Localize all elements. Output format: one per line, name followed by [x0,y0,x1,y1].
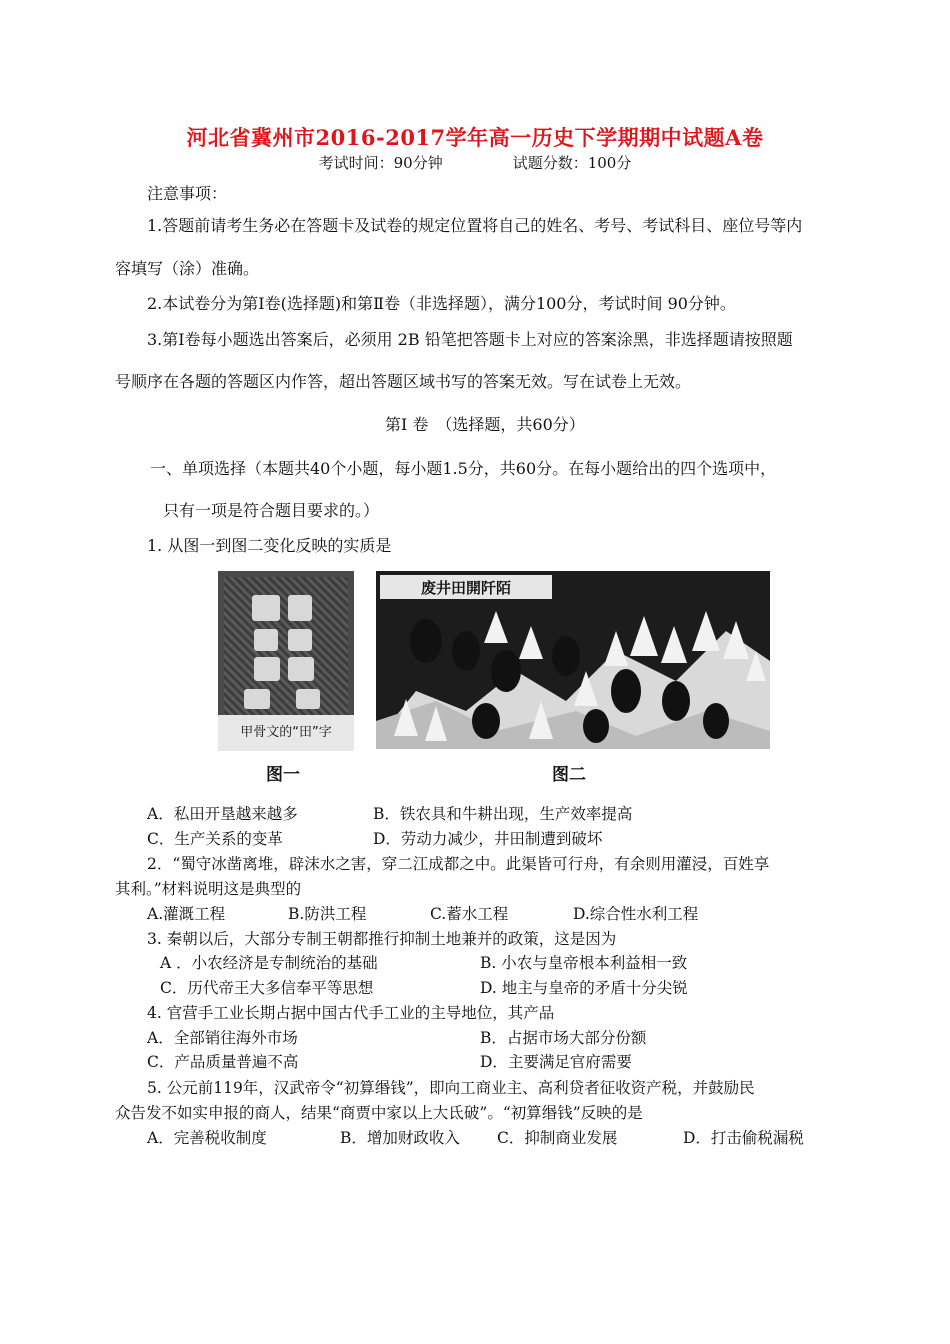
note-item-1-line-1: 1.答题前请考生务必在答题卡及试卷的规定位置将自己的姓名、考号、考试科目、座位号等内 [147,216,803,235]
page-title: 河北省冀州市2016-2017学年高一历史下学期期中试题A卷 [186,125,764,150]
question-4-option-b: B．占据市场大部分份额 [480,1029,647,1047]
question-3-option-d: D. 地主与皇帝的矛盾十分尖锐 [480,979,688,997]
figure-1-caption: 甲骨文的“田”字 [218,715,354,751]
exam-score: 试题分数：100分 [512,154,632,172]
question-2-option-a: A.灌溉工程 [147,905,226,923]
figure-1-label: 图一 [266,765,300,785]
question-5-option-d: D．打击偷税漏税 [683,1129,804,1147]
question-3-option-c: C．历代帝王大多信奉平等思想 [160,979,374,997]
question-1-option-a: A．私田开垦越来越多 [147,805,298,823]
question-2-option-d: D.综合性水利工程 [573,905,699,923]
question-2-stem-line-1: 2．“蜀守冰凿离堆，辟沫水之害，穿二江成都之中。此渠皆可行舟，有余则用灌浸，百姓享 [147,855,770,873]
question-1-option-d: D．劳动力减少，井田制遭到破坏 [373,830,603,848]
figure-2-label: 图二 [552,765,586,785]
figure-2-woodcut-image [376,571,770,749]
figure-2-banner: 废井田開阡陌 [420,579,512,597]
question-5-option-c: C．抑制商业发展 [497,1129,618,1147]
section-instructions-line-2: 只有一项是符合题目要求的。） [163,501,380,520]
question-1-stem: 1. 从图一到图二变化反映的实质是 [147,536,392,555]
question-4-option-c: C．产品质量普遍不高 [147,1053,299,1071]
figure-2-woodcut-illustration [376,571,770,749]
exam-info [0,152,950,173]
note-item-3-line-1: 3.第Ⅰ卷每小题选出答案后，必须用 2B 铅笔把答题卡上对应的答案涂黑，非选择题请按照题 [147,330,793,349]
figure-1-oracle-bone-image [218,571,354,751]
question-3-option-b: B. 小农与皇帝根本利益相一致 [480,954,688,972]
question-2-option-b: B.防洪工程 [288,905,367,923]
question-5-stem-line-1: 5. 公元前119年，汉武帝令“初算缗钱”，即向工商业主、高利贷者征收资产税，并鼓励民 [147,1079,755,1097]
question-1-option-b: B．铁农具和牛耕出现，生产效率提高 [373,805,633,823]
question-5-option-a: A．完善税收制度 [147,1129,267,1147]
note-item-2: 2.本试卷分为第Ⅰ卷(选择题)和第Ⅱ卷（非选择题），满分100分，考试时间 90分钟。 [147,294,736,313]
section-instructions-line-1: 一、单项选择（本题共40个小题，每小题1.5分，共60分。在每小题给出的四个选项中， [150,459,777,478]
question-4-option-a: A．全部销往海外市场 [147,1029,298,1047]
exam-time: 考试时间：90分钟 [318,154,443,172]
note-item-1-line-2: 容填写（涂）准确。 [115,259,260,278]
question-3-stem: 3. 秦朝以后，大部分专制王朝都推行抑制土地兼并的政策，这是因为 [147,930,617,948]
question-4-stem: 4. 官营手工业长期占据中国古代手工业的主导地位，其产品 [147,1004,555,1022]
note-item-3-line-2: 号顺序在各题的答题区内作答，超出答题区域书写的答案无效。写在试卷上无效。 [115,372,692,391]
notes-heading: 注意事项： [147,184,228,203]
question-2-option-c: C.蓄水工程 [430,905,509,923]
question-1-option-c: C．生产关系的变革 [147,830,283,848]
question-3-option-a: A ．小农经济是专制统治的基础 [160,954,378,972]
section-title: 第Ⅰ 卷 （选择题，共60分） [385,415,585,434]
question-2-stem-line-2: 其利。”材料说明这是典型的 [115,880,302,898]
question-5-option-b: B．增加财政收入 [340,1129,460,1147]
question-5-stem-line-2: 众告发不如实申报的商人，结果“商贾中家以上大氐破”。“初算缗钱”反映的是 [115,1104,643,1122]
question-4-option-d: D．主要满足官府需要 [480,1053,632,1071]
